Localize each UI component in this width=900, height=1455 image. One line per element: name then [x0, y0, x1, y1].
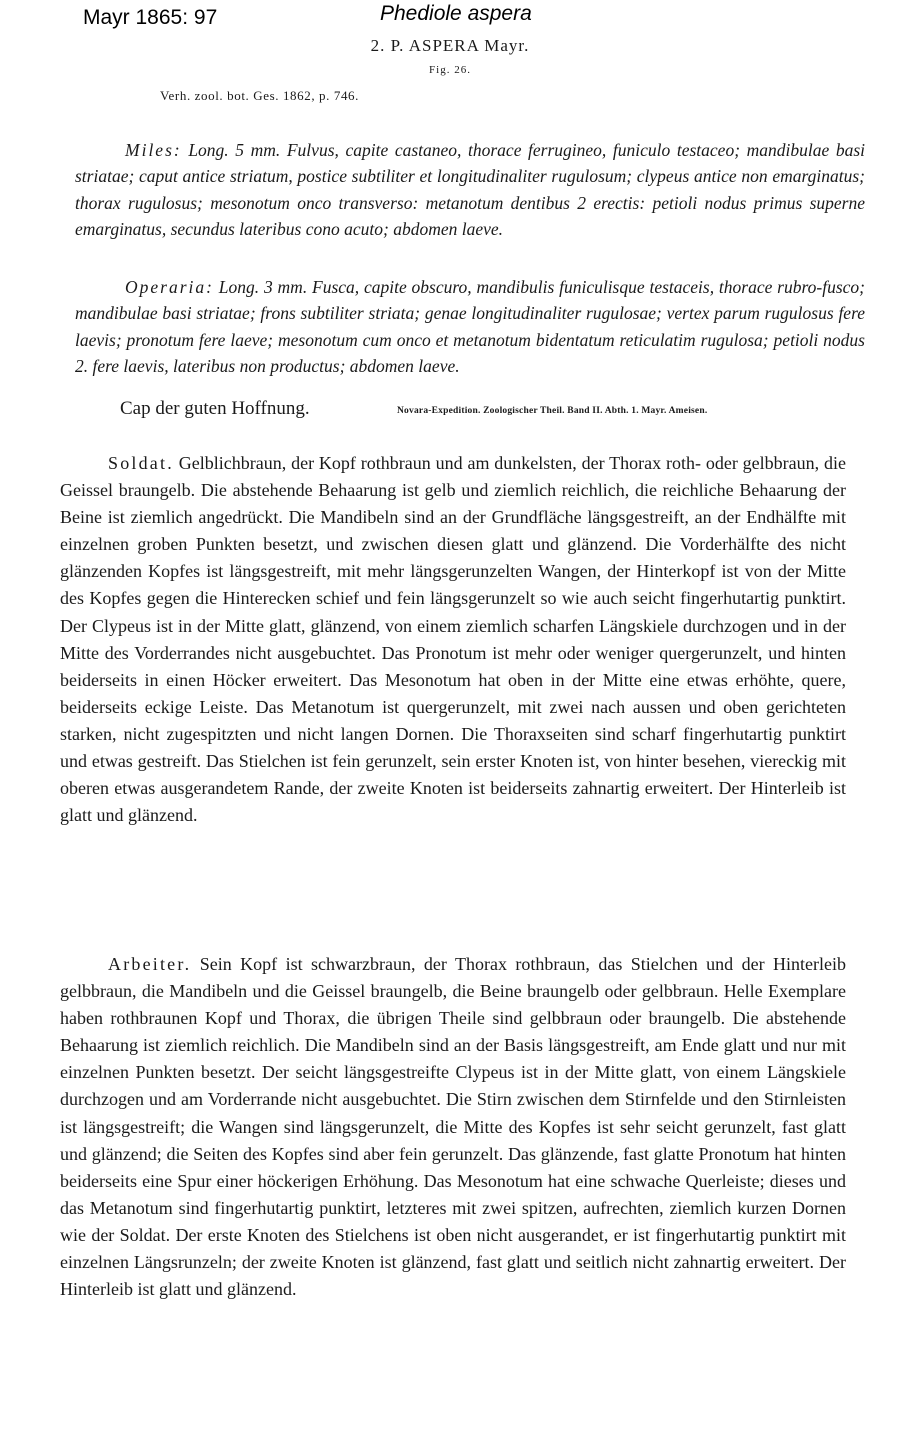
literature-citation: Verh. zool. bot. Ges. 1862, p. 746. — [160, 88, 360, 103]
header-species: Phediole aspera — [380, 2, 532, 25]
miles-description: Long. 5 mm. Fulvus, capite castaneo, thorace ferrugineo, funiculo testaceo; mandibulae basi striatae; caput antice striatum, postice subtiliter et longitudinaliter rugulosum; clypeus antice non emarginatus; thorax rugulosus; mesonotum onco transverso: metanotum dentibus 2 erectis: petioli nodus primus superne emarginatus, secundus lateribus cono acuto; abdomen laeve. — [75, 139, 866, 239]
soldat-description: Gelblichbraun, der Kopf rothbraun und am dunkelsten, der Thorax roth- oder gelbbraun, die Geissel braungelb. Die abstehende Behaarung ist gelb und ziemlich reichlich, die reichliche Behaarung der Beine ist ziemlich angedrückt. Die Mandibeln sind an der Grundfläche längsgestreift, an der Endhälfte mit einzelnen groben Punkten besetzt, und zwischen diesen glatt und glänzend. Die Vorderhälfte des nicht glänzenden Kopfes ist längsgestreift, mit mehr längsgerunzelten Wangen, der Hinterkopf ist von der Mitte des Kopfes gegen die Hinterecken schief und fein längsgerunzelt so wie auch seicht fingerhutartig punktirt. Der Clypeus ist in der Mitte glatt, glänzend, von einem ziemlich scharfen Längskiele durchzogen und in der Mitte des Vorderrandes nicht ausgebuchtet. Das Pronotum ist mehr oder weniger quergerunzelt, und hinten beiderseits in einen Höcker erweitert. Das Mesonotum hat oben in der Mitte eine etwas erhöhte, quere, beiderseits eckige Leiste. Das Metanotum ist quergerunzelt, mit zwei nach aussen und oben gerichteten starken, nicht zugespitzten und nicht langen Dornen. Die Thoraxseiten sind scharf fingerhutartig punktirt und etwas gestreift. Das Stielchen ist fein gerunzelt, sein erster Knoten ist, von hinter besehen, viereckig mit oberen etwas ausgerandetem Rande, der zweite Knoten ist beiderseits zahnartig erweitert. Der Hinterleib ist glatt und glänzend. — [60, 453, 847, 826]
header-reference: Mayr 1865: 97 — [83, 6, 218, 29]
operaria-description: Long. 3 mm. Fusca, capite obscuro, mandibulis funiculisque testaceis, thorace rubro-fusco; mandibulae basi striatae; frons subtiliter striata; genae longitudinaliter rugulosae; vertex parum rugulosus fere laevis; pronotum fere laeve; mesonotum cum onco et metanotum bidentatum reticulatim rugulosa; petioli nodus 2. fere laevis, lateribus non productus; abdomen laeve. — [75, 276, 866, 376]
arbeiter-description: Sein Kopf ist schwarzbraun, der Thorax rothbraun, das Stielchen und der Hinterleib gelbbraun, die Mandibeln und die Geissel braungelb, die Beine braungelb oder gelbbraun. Helle Exemplare haben rothbraunen Kopf und Thorax, die übrigen Theile sind gelbbraun oder braungelb. Die abstehende Behaarung ist ziemlich reichlich. Die Mandibeln sind an der Basis längsgestreift, am Ende glatt und nur mit einzelnen Punkten besetzt. Der seicht längsgestreifte Clypeus ist in der Mitte glatt, von einem Längskiele durchzogen und am Vorderrande nicht ausgebuchtet. Die Stirn zwischen dem Stirnfelde und den Stirnleisten ist längsgestreift; die Wangen sind längsgerunzelt, die Mitte des Kopfes ist sehr seicht gerunzelt, fast glatt und glänzend; die Seiten des Kopfes sind aber fein gerunzelt. Das glänzende, fast glatte Pronotum hat hinten beiderseits eine Spur einer höckerigen Erhöhung. Das Mesonotum hat eine schwache Querleiste; dieses und das Metanotum sind fingerhutartig punktirt, letzteres mit zwei spitzen, aufrechten, ziemlich kurzen Dornen wie der Soldat. Der erste Knoten des Stielchens ist oben nicht ausgerandet, er ist fingerhutartig punktirt mit einzelnen Längsrunzeln; der zweite Knoten ist glänzend, fast glatt und seitlich nicht zahnartig erweitert. Der Hinterleib ist glatt und glänzend. — [60, 954, 847, 1300]
soldat-label: Soldat. — [108, 453, 174, 473]
locality: Cap der guten Hoffnung. — [120, 398, 310, 419]
german-soldat-paragraph — [60, 450, 846, 829]
arbeiter-label: Arbeiter. — [108, 954, 192, 974]
figure-reference: Fig. 26. — [429, 64, 471, 76]
operaria-label: Operaria: — [125, 276, 214, 297]
miles-label: Miles: — [125, 139, 182, 160]
latin-operaria-paragraph — [75, 274, 865, 380]
species-title: 2. P. ASPERA Mayr. — [370, 36, 530, 55]
german-arbeiter-paragraph — [60, 951, 846, 1303]
running-head: Novara-Expedition. Zoologischer Theil. Band II. Abth. 1. Mayr. Ameisen. — [397, 406, 708, 416]
latin-miles-paragraph — [75, 137, 865, 243]
